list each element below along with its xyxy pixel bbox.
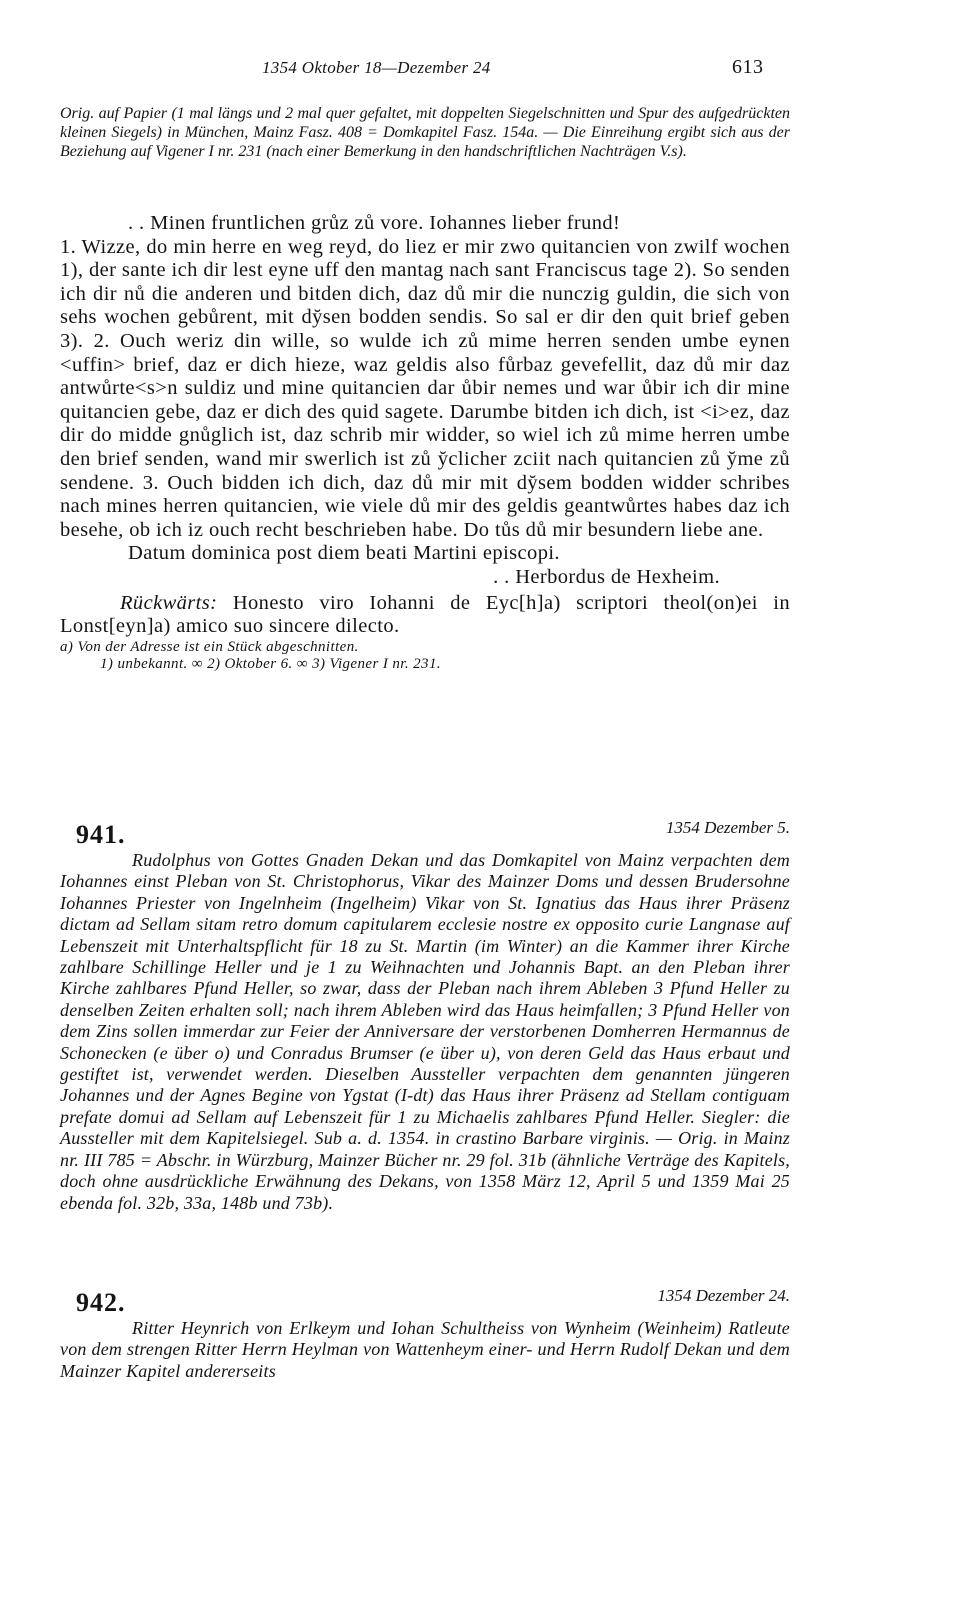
entry-header [60,1288,790,1318]
entry-942 [60,1288,790,1382]
entry-date: 1354 Dezember 5. [665,818,790,837]
archival-note: Orig. auf Papier (1 mal längs und 2 mal quer gefaltet, mit doppelten Siegelschnitten und Spur des aufgedrückten kleinen Siegels) in München, Mainz Fasz. 408 = Domkapitel Fasz. 154a. — Die Einreihung ergibt sich aus der Beziehung auf Vigener I nr. 231 (nach einer Bemerkung in den handschriftlichen Nachträgen V.s). [60,105,790,160]
dorsal-label: Rückwärts: [120,591,218,614]
entry-number: 941. [76,820,126,849]
running-head-title: 1354 Oktober 18—Dezember 24 [262,58,491,77]
entry-header [60,820,790,850]
entry-regest [60,850,790,1214]
entry-date: 1354 Dezember 24. [657,1286,790,1305]
letter-datum: Datum dominica post diem beati Martini episcopi. [128,542,560,565]
dorsal-text: Honesto viro Iohanni de Eyc[h]a) scriptori theol(on)ei in Lonst[eyn]a) amico suo sincere dilecto. [60,591,790,638]
entry-number: 942. [76,1288,126,1317]
letter-signature: . . Herbordus de Hexheim. [493,565,720,588]
running-head [0,58,960,88]
footnote-a: a) Von der Adresse ist ein Stück abgeschnitten. [60,638,359,655]
entry-text: Ritter Heynrich von Erlkeym und Iohan Schultheiss von Wynheim (Weinheim) Ratleute von dem strengen Ritter Herrn Heylman von Wattenheym einer- und Herrn Rudolf Dekan und dem Mainzer Kapitel andererseits [60,1318,790,1381]
footnote-numbered: 1) unbekannt. ∞ 2) Oktober 6. ∞ 3) Vigener I nr. 231. [100,655,441,672]
page-number: 613 [732,56,764,78]
dorsal-address [60,592,790,639]
letter-greeting: . . Minen fruntlichen grůz zů vore. Iohannes lieber frund! [128,212,621,234]
footnotes [60,639,790,673]
entry-text: Rudolphus von Gottes Gnaden Dekan und das Domkapitel von Mainz verpachten dem Iohannes einst Pleban von St. Christophorus, Vikar des Mainzer Doms und dessen Brudersohne Iohannes Priester von Ingelnheim (Ingelheim) Vikar von St. Ignatius das Haus ihrer Präsenz dictam ad Sellam sitam retro domum capitularem ecclesie nostre ex opposito curie Langnase auf Lebenszeit mit Unterhaltspflicht für 18 zu St. Martin (im Winter) an die Kammer ihrer Kirche zahlbare Schillinge Heller und je 1 zu Weihnachten und Johannis Bapt. an den Pleban ihrer Kirche zahlbares Pfund Heller, so zwar, dass der Pleban nach ihrem Ableben 3 Pfund Heller zu denselben Zeiten erhalten soll; nach ihrem Ableben wird das Haus heimfallen; 3 Pfund Heller von dem Zins sollen immerdar zur Feier der Anniversare der verstorbenen Domherren Hermannus de Schonecken (e über o) und Conradus Brumser (e über u), von deren Geld das Haus erbaut und gestiftet ist, verwendet werden. Dieselben Aussteller verpachten dem genannten jüngeren Johannes und der Agnes Begine von Ygstat (I-dt) das Haus ihrer Präsenz ad Stellam contiguam prefate domui ad Sellam auf Lebenszeit für 1 zu Michaelis zahlbares Pfund Heller. Siegler: die Aussteller mit dem Kapitelsiegel. Sub a. d. 1354. in crastino Barbare virginis. — Orig. in Mainz nr. III 785 = Abschr. in Würzburg, Mainzer Bücher nr. 29 fol. 31b (ähnliche Verträge des Kapitels, doch ohne ausdrückliche Erwähnung des Dekans, von 1358 März 12, April 5 und 1359 Mai 25 ebenda fol. 32b, 33a, 148b und 73b). [60,850,790,1213]
letter-text [60,212,790,673]
entry-regest [60,1318,790,1382]
letter-body: 1. Wizze, do min herre en weg reyd, do liez er mir zwo quitancien von zwilf wochen 1), der sante ich dir lest eyne uff den mantag nach sant Franciscus tage 2). So senden ich dir nů die anderen und bitden dich, daz dů mir die nunczig guldin, die sich von sehs wochen gebůrent, mit dy̆sen bodden sendis. So sal er dir den quit brief geben 3). 2. Ouch weriz din wille, so wulde ich zů mime herren senden umbe eynen ˂uffin˃ brief, daz er dich hieze, waz geldis also fůrbaz gevefellit, daz dů mir daz antwůrte<s>n suldiz und mine quitancien dar ůbir nemes und war ůbir ich dir mine quitancien gebe, daz er dich des quid sagete. Darumbe bitden ich dich, ist <i>ez, daz dir do midde gnůglich ist, daz schrib mir widder, so wiel ich zů mime herren umbe den brief senden, wand mir swerlich ist zů y̆clicher zciit nach quitancien zů y̆me zů sendene. 3. Ouch bidden ich dich, daz dů mir mit dy̆sem bodden widder schribes nach mines herren quitancien, wie viele dů mir des geldis geantwůrtes habes daz ich besehe, ob ich iz ouch recht beschrieben habe. Do tůs dů mir besundern liebe ane. [60,235,790,541]
entry-941 [60,820,790,1214]
